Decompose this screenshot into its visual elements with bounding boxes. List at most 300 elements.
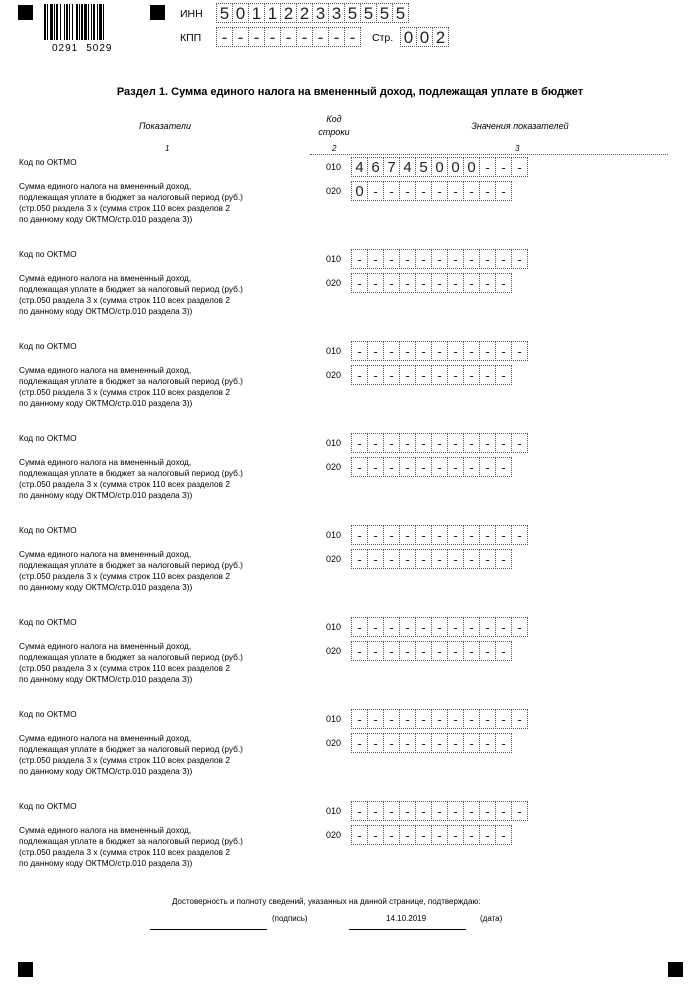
char-cell[interactable]: - <box>367 365 384 385</box>
char-cell[interactable]: - <box>399 641 416 661</box>
inn-field[interactable] <box>216 3 408 23</box>
char-cell[interactable]: 4 <box>351 157 368 177</box>
date-value: 14.10.2019 <box>386 914 427 923</box>
column-header-code-line2: строки <box>318 127 350 137</box>
char-cell[interactable]: - <box>431 181 448 201</box>
char-cell[interactable]: - <box>415 249 432 269</box>
oktmo-field[interactable] <box>351 433 527 453</box>
tax-sum-label-line: (стр.050 раздела 3 х (сумма строк 110 всех разделов 2 <box>19 662 230 673</box>
char-cell[interactable]: - <box>447 181 464 201</box>
char-cell[interactable]: - <box>312 27 329 47</box>
barcode-bar <box>47 4 48 40</box>
char-cell[interactable]: - <box>431 549 448 569</box>
barcode-bar <box>84 4 87 40</box>
char-cell[interactable]: - <box>447 641 464 661</box>
tax-sum-label-line: по данному коду ОКТМО/стр.010 раздела 3)) <box>19 397 193 408</box>
corner-marker-top-left <box>18 5 33 20</box>
oktmo-line-code: 010 <box>326 346 342 356</box>
char-cell[interactable]: - <box>351 433 368 453</box>
oktmo-label: Код по ОКТМО <box>19 433 77 443</box>
char-cell[interactable]: - <box>415 365 432 385</box>
kpp-field[interactable] <box>216 27 360 47</box>
char-cell[interactable]: - <box>415 549 432 569</box>
char-cell[interactable]: - <box>431 457 448 477</box>
tax-sum-label-line: (стр.050 раздела 3 х (сумма строк 110 всех разделов 2 <box>19 846 230 857</box>
char-cell[interactable]: - <box>511 617 528 637</box>
char-cell[interactable]: - <box>399 249 416 269</box>
char-cell[interactable]: - <box>463 825 480 845</box>
tax-sum-label-line: по данному коду ОКТМО/стр.010 раздела 3)) <box>19 213 193 224</box>
barcode-bar <box>91 4 92 40</box>
tax-sum-field[interactable] <box>351 549 511 569</box>
char-cell[interactable]: 3 <box>328 3 345 23</box>
signature-line[interactable] <box>150 929 267 930</box>
corner-marker-bottom-right <box>668 962 683 977</box>
char-cell[interactable]: 0 <box>232 3 249 23</box>
barcode-bar <box>99 4 102 40</box>
char-cell[interactable]: - <box>399 825 416 845</box>
oktmo-line-code: 010 <box>326 162 342 172</box>
char-cell[interactable]: - <box>431 525 448 545</box>
char-cell[interactable]: - <box>383 341 400 361</box>
char-cell[interactable]: 0 <box>400 27 417 47</box>
tax-sum-label-line: Сумма единого налога на вмененный доход, <box>19 365 192 375</box>
char-cell[interactable]: - <box>495 709 512 729</box>
char-cell[interactable]: - <box>415 273 432 293</box>
char-cell[interactable]: - <box>431 365 448 385</box>
char-cell[interactable]: - <box>351 249 368 269</box>
char-cell[interactable]: - <box>495 273 512 293</box>
char-cell[interactable]: 5 <box>344 3 361 23</box>
char-cell[interactable]: - <box>511 341 528 361</box>
char-cell[interactable]: - <box>367 181 384 201</box>
corner-marker-bottom-left <box>18 962 33 977</box>
oktmo-line-code: 010 <box>326 806 342 816</box>
tax-sum-field[interactable] <box>351 825 511 845</box>
char-cell[interactable]: - <box>383 457 400 477</box>
tax-sum-label-line: подлежащая уплате в бюджет за налоговый период (руб.) <box>19 191 243 202</box>
char-cell[interactable]: - <box>479 709 496 729</box>
char-cell[interactable]: - <box>463 249 480 269</box>
barcode-bar <box>54 4 55 40</box>
oktmo-line-code: 010 <box>326 530 342 540</box>
char-cell[interactable]: - <box>399 549 416 569</box>
tax-sum-label <box>19 273 243 317</box>
tax-sum-field[interactable] <box>351 273 511 293</box>
char-cell[interactable]: - <box>367 249 384 269</box>
char-cell[interactable]: - <box>351 617 368 637</box>
barcode-bar <box>79 4 80 40</box>
char-cell[interactable]: - <box>447 457 464 477</box>
char-cell[interactable]: - <box>463 181 480 201</box>
char-cell[interactable]: - <box>351 341 368 361</box>
tax-sum-label-line: Сумма единого налога на вмененный доход, <box>19 733 192 743</box>
char-cell[interactable]: - <box>479 365 496 385</box>
char-cell[interactable]: - <box>463 525 480 545</box>
oktmo-label: Код по ОКТМО <box>19 249 77 259</box>
tax-sum-label <box>19 365 243 409</box>
char-cell[interactable]: - <box>367 273 384 293</box>
oktmo-field[interactable] <box>351 709 527 729</box>
tax-sum-line-code: 020 <box>326 738 342 748</box>
char-cell[interactable]: - <box>383 641 400 661</box>
char-cell[interactable]: - <box>511 709 528 729</box>
char-cell[interactable]: - <box>248 27 265 47</box>
char-cell[interactable]: - <box>431 273 448 293</box>
char-cell[interactable]: - <box>383 365 400 385</box>
char-cell[interactable]: - <box>495 641 512 661</box>
char-cell[interactable]: - <box>351 641 368 661</box>
tax-sum-field[interactable] <box>351 733 511 753</box>
char-cell[interactable]: - <box>383 433 400 453</box>
oktmo-label: Код по ОКТМО <box>19 157 77 167</box>
barcode-bar <box>69 4 70 40</box>
char-cell[interactable]: - <box>447 433 464 453</box>
oktmo-field[interactable] <box>351 525 527 545</box>
char-cell[interactable]: - <box>463 709 480 729</box>
char-cell[interactable]: - <box>351 365 368 385</box>
char-cell[interactable]: 0 <box>351 181 368 201</box>
char-cell[interactable]: - <box>383 549 400 569</box>
tax-sum-label-line: Сумма единого налога на вмененный доход, <box>19 181 192 191</box>
char-cell[interactable]: - <box>495 365 512 385</box>
page-label: Стр. <box>372 32 394 44</box>
column-header-code <box>306 113 362 139</box>
barcode-bar <box>50 4 53 40</box>
barcode-bar <box>56 4 58 40</box>
oktmo-line-code: 010 <box>326 254 342 264</box>
tax-sum-field[interactable] <box>351 641 511 661</box>
char-cell[interactable]: - <box>415 617 432 637</box>
char-cell[interactable]: - <box>351 733 368 753</box>
char-cell[interactable]: - <box>463 641 480 661</box>
char-cell[interactable]: - <box>447 273 464 293</box>
barcode-bar <box>93 4 95 40</box>
char-cell[interactable]: - <box>399 457 416 477</box>
char-cell[interactable]: - <box>511 801 528 821</box>
char-cell[interactable]: 0 <box>416 27 433 47</box>
char-cell[interactable]: - <box>367 733 384 753</box>
corner-marker-top-right <box>150 5 165 20</box>
char-cell[interactable]: - <box>447 549 464 569</box>
tax-sum-label-line: подлежащая уплате в бюджет за налоговый период (руб.) <box>19 467 243 478</box>
char-cell[interactable]: - <box>463 273 480 293</box>
char-cell[interactable]: - <box>463 365 480 385</box>
char-cell[interactable]: 7 <box>383 157 400 177</box>
char-cell[interactable]: - <box>383 801 400 821</box>
tax-sum-label <box>19 641 243 685</box>
char-cell[interactable]: - <box>415 825 432 845</box>
oktmo-label: Код по ОКТМО <box>19 525 77 535</box>
char-cell[interactable]: - <box>495 157 512 177</box>
oktmo-line-code: 010 <box>326 438 342 448</box>
char-cell[interactable]: - <box>495 181 512 201</box>
char-cell[interactable]: - <box>463 457 480 477</box>
char-cell[interactable]: - <box>431 733 448 753</box>
date-line[interactable] <box>349 929 466 930</box>
char-cell[interactable]: - <box>463 801 480 821</box>
char-cell[interactable]: - <box>383 733 400 753</box>
char-cell[interactable]: - <box>399 365 416 385</box>
char-cell[interactable]: - <box>479 457 496 477</box>
char-cell[interactable]: - <box>495 525 512 545</box>
char-cell[interactable]: - <box>463 733 480 753</box>
char-cell[interactable]: - <box>399 801 416 821</box>
tax-sum-field[interactable] <box>351 457 511 477</box>
tax-sum-label-line: подлежащая уплате в бюджет за налоговый период (руб.) <box>19 651 243 662</box>
column-header-code-line1: Код <box>326 114 342 124</box>
tax-sum-label-line: по данному коду ОКТМО/стр.010 раздела 3)) <box>19 489 193 500</box>
char-cell[interactable]: - <box>495 617 512 637</box>
page-number-field[interactable] <box>400 27 448 47</box>
tax-sum-label-line: по данному коду ОКТМО/стр.010 раздела 3)) <box>19 765 193 776</box>
char-cell[interactable]: - <box>415 733 432 753</box>
char-cell[interactable]: - <box>367 433 384 453</box>
char-cell[interactable]: - <box>383 709 400 729</box>
char-cell[interactable]: 5 <box>360 3 377 23</box>
char-cell[interactable]: - <box>415 525 432 545</box>
char-cell[interactable]: - <box>479 249 496 269</box>
char-cell[interactable]: - <box>415 457 432 477</box>
char-cell[interactable]: - <box>479 825 496 845</box>
column-number-1: 1 <box>165 144 170 153</box>
tax-sum-label-line: Сумма единого налога на вмененный доход, <box>19 641 192 651</box>
char-cell[interactable]: - <box>383 617 400 637</box>
char-cell[interactable]: - <box>511 157 528 177</box>
tax-sum-label-line: по данному коду ОКТМО/стр.010 раздела 3)) <box>19 673 193 684</box>
char-cell[interactable]: - <box>447 341 464 361</box>
barcode-number-left: 0291 <box>52 43 79 54</box>
char-cell[interactable]: - <box>415 181 432 201</box>
char-cell[interactable]: - <box>367 709 384 729</box>
char-cell[interactable]: - <box>479 341 496 361</box>
char-cell[interactable]: - <box>383 825 400 845</box>
barcode-bar <box>81 4 83 40</box>
tax-sum-label-line: (стр.050 раздела 3 х (сумма строк 110 всех разделов 2 <box>19 202 230 213</box>
char-cell[interactable]: - <box>399 525 416 545</box>
tax-sum-label-line: Сумма единого налога на вмененный доход, <box>19 825 192 835</box>
char-cell[interactable]: - <box>447 733 464 753</box>
char-cell[interactable]: 2 <box>432 27 449 47</box>
column-header-indicators: Показатели <box>139 121 191 131</box>
char-cell[interactable]: - <box>495 825 512 845</box>
column-number-3: 3 <box>515 144 520 153</box>
char-cell[interactable]: - <box>351 457 368 477</box>
char-cell[interactable]: - <box>479 181 496 201</box>
char-cell[interactable]: 6 <box>367 157 384 177</box>
char-cell[interactable]: 0 <box>463 157 480 177</box>
tax-sum-label-line: (стр.050 раздела 3 х (сумма строк 110 всех разделов 2 <box>19 294 230 305</box>
char-cell[interactable]: - <box>383 181 400 201</box>
char-cell[interactable]: - <box>511 249 528 269</box>
char-cell[interactable]: - <box>479 641 496 661</box>
char-cell[interactable]: - <box>463 617 480 637</box>
char-cell[interactable]: - <box>264 27 281 47</box>
tax-sum-label-line: по данному коду ОКТМО/стр.010 раздела 3)) <box>19 581 193 592</box>
char-cell[interactable]: - <box>431 825 448 845</box>
char-cell[interactable]: - <box>479 549 496 569</box>
char-cell[interactable]: - <box>495 801 512 821</box>
char-cell[interactable]: - <box>511 525 528 545</box>
tax-sum-line-code: 020 <box>326 830 342 840</box>
oktmo-field[interactable] <box>351 249 527 269</box>
oktmo-field[interactable] <box>351 617 527 637</box>
char-cell[interactable]: - <box>367 341 384 361</box>
barcode-bar <box>60 4 61 40</box>
char-cell[interactable]: - <box>351 525 368 545</box>
oktmo-field[interactable] <box>351 341 527 361</box>
char-cell[interactable]: - <box>399 273 416 293</box>
char-cell[interactable]: - <box>351 273 368 293</box>
char-cell[interactable]: - <box>367 801 384 821</box>
char-cell[interactable]: - <box>479 733 496 753</box>
oktmo-field[interactable] <box>351 801 527 821</box>
char-cell[interactable]: 5 <box>376 3 393 23</box>
oktmo-line-code: 010 <box>326 714 342 724</box>
char-cell[interactable]: - <box>431 641 448 661</box>
char-cell[interactable]: - <box>383 525 400 545</box>
char-cell[interactable]: 5 <box>216 3 233 23</box>
tax-sum-label <box>19 457 243 501</box>
char-cell[interactable]: - <box>431 801 448 821</box>
char-cell[interactable]: - <box>479 801 496 821</box>
kpp-label: КПП <box>180 32 202 44</box>
barcode-bar <box>64 4 65 40</box>
tax-sum-label-line: Сумма единого налога на вмененный доход, <box>19 549 192 559</box>
char-cell[interactable]: - <box>415 801 432 821</box>
char-cell[interactable]: - <box>479 273 496 293</box>
char-cell[interactable]: - <box>463 341 480 361</box>
char-cell[interactable]: - <box>415 641 432 661</box>
char-cell[interactable]: - <box>367 617 384 637</box>
tax-sum-line-code: 020 <box>326 186 342 196</box>
char-cell[interactable]: - <box>447 617 464 637</box>
char-cell[interactable]: - <box>479 617 496 637</box>
char-cell[interactable]: - <box>479 525 496 545</box>
char-cell[interactable]: - <box>383 273 400 293</box>
char-cell[interactable]: - <box>415 341 432 361</box>
oktmo-label: Код по ОКТМО <box>19 709 77 719</box>
char-cell[interactable]: - <box>399 433 416 453</box>
column-number-2: 2 <box>332 144 337 153</box>
char-cell[interactable]: - <box>447 709 464 729</box>
section-title: Раздел 1. Сумма единого налога на вмененный доход, подлежащая уплате в бюджет <box>116 86 584 98</box>
tax-sum-label-line: подлежащая уплате в бюджет за налоговый период (руб.) <box>19 283 243 294</box>
char-cell[interactable]: - <box>431 433 448 453</box>
tax-sum-label-line: по данному коду ОКТМО/стр.010 раздела 3)) <box>19 305 193 316</box>
char-cell[interactable]: - <box>495 249 512 269</box>
char-cell[interactable]: - <box>495 433 512 453</box>
tax-sum-field[interactable] <box>351 365 511 385</box>
char-cell[interactable]: - <box>447 801 464 821</box>
char-cell[interactable]: - <box>431 617 448 637</box>
char-cell[interactable]: - <box>463 549 480 569</box>
char-cell[interactable]: - <box>367 825 384 845</box>
char-cell[interactable]: - <box>447 525 464 545</box>
oktmo-label: Код по ОКТМО <box>19 341 77 351</box>
char-cell[interactable]: - <box>479 433 496 453</box>
char-cell[interactable]: - <box>447 825 464 845</box>
tax-sum-label-line: подлежащая уплате в бюджет за налоговый период (руб.) <box>19 835 243 846</box>
char-cell[interactable]: 5 <box>415 157 432 177</box>
char-cell[interactable]: - <box>232 27 249 47</box>
char-cell[interactable]: - <box>431 249 448 269</box>
char-cell[interactable]: 3 <box>312 3 329 23</box>
column-header-divider <box>310 154 668 155</box>
char-cell[interactable]: 1 <box>248 3 265 23</box>
char-cell[interactable]: - <box>328 27 345 47</box>
char-cell[interactable]: - <box>351 825 368 845</box>
barcode-number-right: 5029 <box>86 43 113 54</box>
barcode-image <box>44 4 130 40</box>
char-cell[interactable]: - <box>495 733 512 753</box>
char-cell[interactable]: - <box>367 549 384 569</box>
char-cell[interactable]: - <box>367 525 384 545</box>
tax-sum-line-code: 020 <box>326 554 342 564</box>
char-cell[interactable]: - <box>344 27 361 47</box>
char-cell[interactable]: - <box>431 709 448 729</box>
tax-sum-label-line: подлежащая уплате в бюджет за налоговый период (руб.) <box>19 743 243 754</box>
char-cell[interactable]: - <box>280 27 297 47</box>
char-cell[interactable]: 1 <box>264 3 281 23</box>
tax-sum-field[interactable] <box>351 181 511 201</box>
tax-sum-label-line: (стр.050 раздела 3 х (сумма строк 110 всех разделов 2 <box>19 570 230 581</box>
char-cell[interactable]: - <box>351 801 368 821</box>
char-cell[interactable]: - <box>479 157 496 177</box>
tax-sum-label-line: (стр.050 раздела 3 х (сумма строк 110 всех разделов 2 <box>19 478 230 489</box>
char-cell[interactable]: 5 <box>392 3 409 23</box>
char-cell[interactable]: - <box>415 709 432 729</box>
barcode-bar <box>103 4 104 40</box>
char-cell[interactable]: - <box>463 433 480 453</box>
char-cell[interactable]: - <box>367 457 384 477</box>
char-cell[interactable]: - <box>495 457 512 477</box>
oktmo-field[interactable] <box>351 157 527 177</box>
char-cell[interactable]: 0 <box>431 157 448 177</box>
barcode-bar <box>66 4 68 40</box>
char-cell[interactable]: - <box>296 27 313 47</box>
tax-sum-line-code: 020 <box>326 370 342 380</box>
oktmo-label: Код по ОКТМО <box>19 617 77 627</box>
char-cell[interactable]: - <box>399 341 416 361</box>
char-cell[interactable]: 2 <box>296 3 313 23</box>
char-cell[interactable]: - <box>431 341 448 361</box>
char-cell[interactable]: 4 <box>399 157 416 177</box>
char-cell[interactable]: 2 <box>280 3 297 23</box>
char-cell[interactable]: 0 <box>447 157 464 177</box>
tax-sum-label <box>19 733 243 777</box>
char-cell[interactable]: - <box>367 641 384 661</box>
char-cell[interactable]: - <box>399 709 416 729</box>
char-cell[interactable]: - <box>511 433 528 453</box>
tax-sum-label-line: подлежащая уплате в бюджет за налоговый период (руб.) <box>19 375 243 386</box>
char-cell[interactable]: - <box>495 549 512 569</box>
char-cell[interactable]: - <box>447 365 464 385</box>
tax-sum-label-line: Сумма единого налога на вмененный доход, <box>19 273 192 283</box>
tax-sum-line-code: 020 <box>326 462 342 472</box>
char-cell[interactable]: - <box>216 27 233 47</box>
char-cell[interactable]: - <box>495 341 512 361</box>
char-cell[interactable]: - <box>415 433 432 453</box>
char-cell[interactable]: - <box>399 733 416 753</box>
char-cell[interactable]: - <box>447 249 464 269</box>
char-cell[interactable]: - <box>383 249 400 269</box>
char-cell[interactable]: - <box>351 709 368 729</box>
char-cell[interactable]: - <box>399 181 416 201</box>
barcode-bar <box>88 4 89 40</box>
char-cell[interactable]: - <box>351 549 368 569</box>
char-cell[interactable]: - <box>399 617 416 637</box>
